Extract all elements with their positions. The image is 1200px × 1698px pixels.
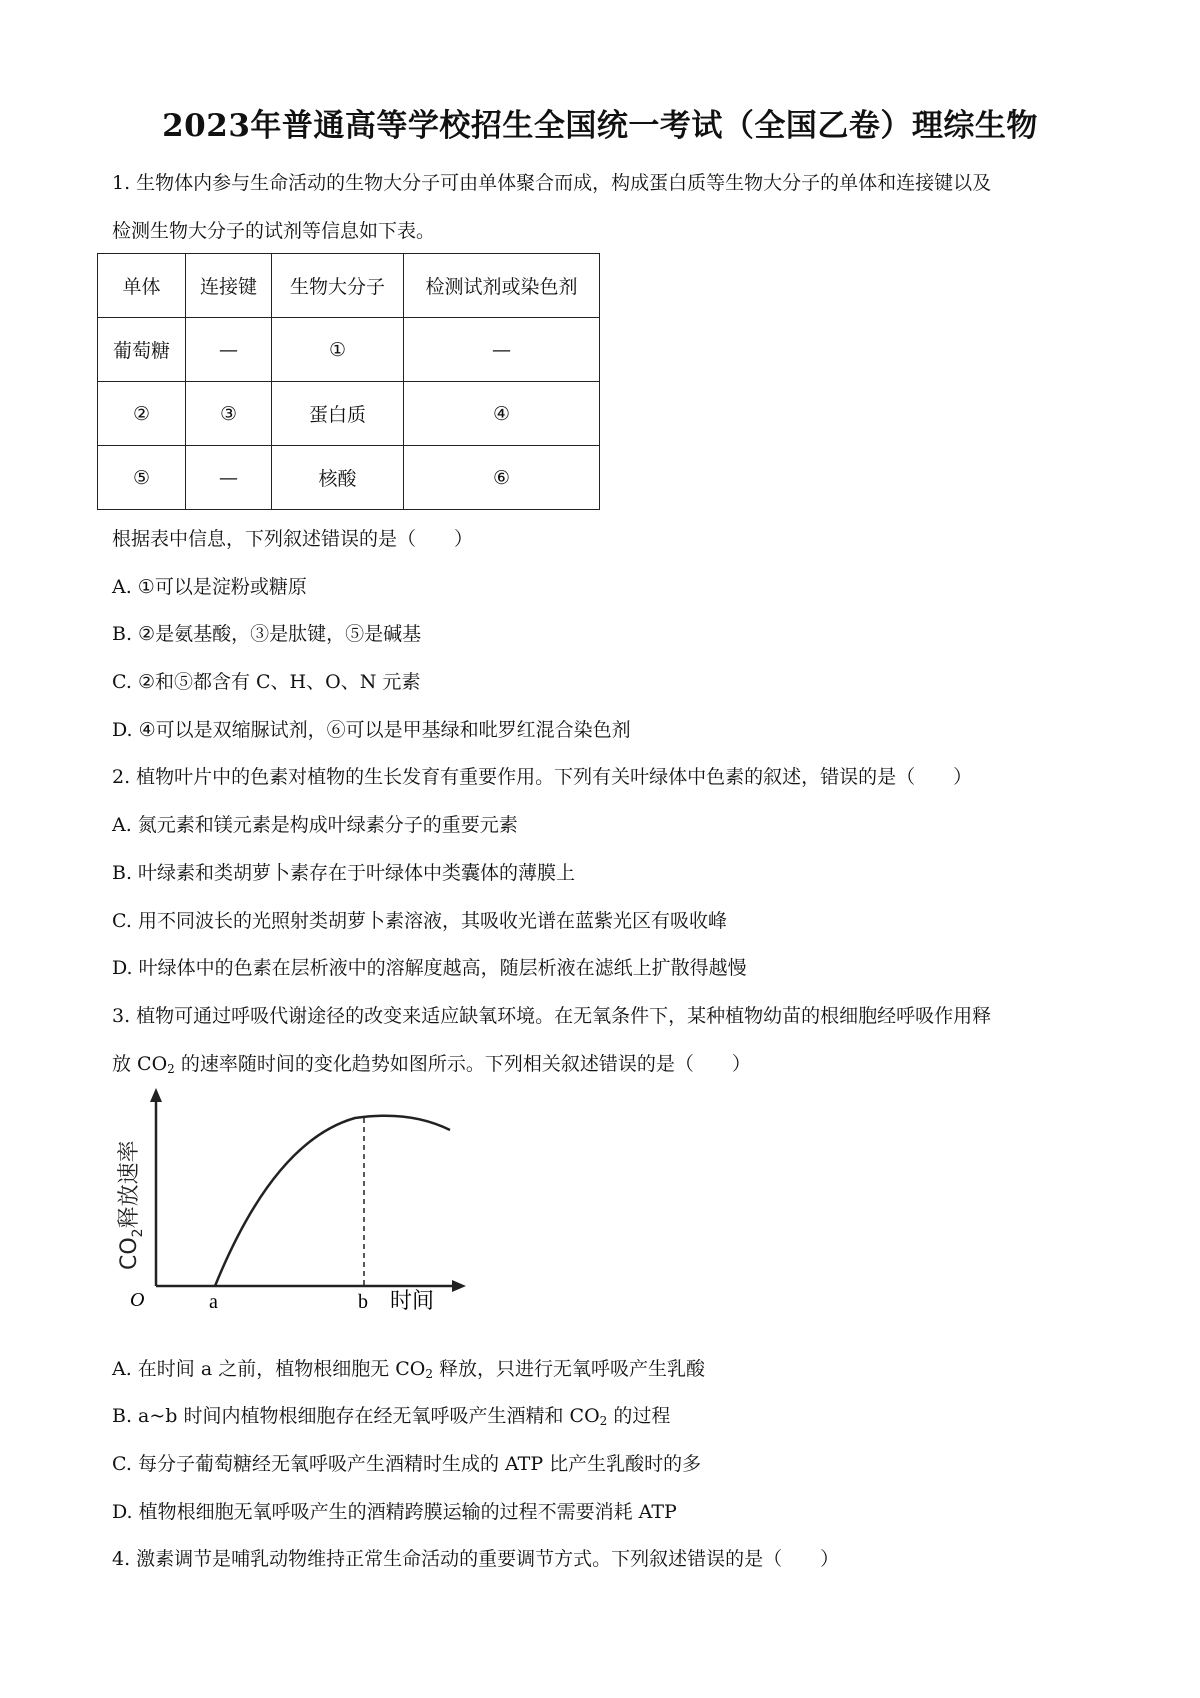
table-cell: 葡萄糖 (98, 318, 186, 382)
table-row (98, 446, 600, 510)
q3-option-d: D. 植物根细胞无氧呼吸产生的酒精跨膜运输的过程不需要消耗 ATP (112, 1501, 677, 1523)
q3-option-b: B. a~b 时间内植物根细胞存在经无氧呼吸产生酒精和 $CO_2$ 的过程 (112, 1405, 671, 1428)
q2-stem: 2. 植物叶片中的色素对植物的生长发育有重要作用。下列有关叶绿体中色素的叙述，错误的是（ ） (112, 766, 973, 788)
q3-option-a: A. 在时间 a 之前，植物根细胞无 $CO_2$ 释放，只进行无氧呼吸产生乳酸 (112, 1358, 706, 1381)
q3-stem-line2: 放 $CO_2$ 的速率随时间的变化趋势如图所示。下列相关叙述错误的是（ ） (112, 1053, 751, 1076)
q1-option-b: B. ②是氨基酸，③是肽键，⑤是碱基 (112, 623, 422, 645)
x-axis-arrow-icon (452, 1280, 466, 1292)
svg-text:CO2释放速率: $CO_2$释放速率 (117, 1140, 146, 1270)
table-cell: ④ (404, 382, 600, 446)
q2-option-c: C. 用不同波长的光照射类胡萝卜素溶液，其吸收光谱在蓝紫光区有吸收峰 (112, 910, 727, 932)
q4-stem: 4. 激素调节是哺乳动物维持正常生命活动的重要调节方式。下列叙述错误的是（ ） (112, 1548, 840, 1570)
table-header-cell: 单体 (98, 254, 186, 318)
q2-option-b: B. 叶绿素和类胡萝卜素存在于叶绿体中类囊体的薄膜上 (112, 862, 576, 884)
y-axis-arrow-icon (150, 1088, 162, 1102)
q1-stem-line1: 1. 生物体内参与生命活动的生物大分子可由单体聚合而成，构成蛋白质等生物大分子的单体和连接键以及 (112, 172, 992, 194)
table-cell: ⑤ (98, 446, 186, 510)
table-cell: ⑥ (404, 446, 600, 510)
co2-release-graph (110, 1080, 470, 1310)
table-cell: 蛋白质 (272, 382, 404, 446)
table-cell: — (186, 446, 272, 510)
table-header-cell: 检测试剂或染色剂 (404, 254, 600, 318)
exam-title: 2023年普通高等学校招生全国统一考试（全国乙卷）理综生物 (162, 108, 1038, 144)
table-header-row (98, 254, 600, 318)
q1-option-a: A. ①可以是淀粉或糖原 (112, 576, 307, 598)
table-cell: — (186, 318, 272, 382)
table-header-cell: 生物大分子 (272, 254, 404, 318)
table-row (98, 382, 600, 446)
table-header-cell: 连接键 (186, 254, 272, 318)
q1-stem-line2: 检测生物大分子的试剂等信息如下表。 (112, 220, 436, 242)
table-cell: — (404, 318, 600, 382)
table-cell: ③ (186, 382, 272, 446)
q2-option-d: D. 叶绿体中的色素在层析液中的溶解度越高，随层析液在滤纸上扩散得越慢 (112, 957, 747, 979)
q1-option-c: C. ②和⑤都含有 C、H、O、N 元素 (112, 671, 421, 693)
q1-option-d: D. ④可以是双缩脲试剂，⑥可以是甲基绿和吡罗红混合染色剂 (112, 719, 631, 741)
table-cell: ② (98, 382, 186, 446)
y-axis-label (117, 1140, 146, 1270)
time-b-label: b (358, 1291, 368, 1310)
q2-option-a: A. 氮元素和镁元素是构成叶绿素分子的重要元素 (112, 814, 518, 836)
q3-stem-line1: 3. 植物可通过呼吸代谢途径的改变来适应缺氧环境。在无氧条件下，某种植物幼苗的根细胞经呼吸作用释 (112, 1005, 992, 1027)
rate-curve (215, 1116, 450, 1286)
time-a-label: a (209, 1291, 218, 1310)
origin-label: O (130, 1289, 145, 1310)
table-cell: ① (272, 318, 404, 382)
x-axis-label: 时间 (390, 1289, 435, 1310)
q1-table (97, 253, 600, 510)
table-row (98, 318, 600, 382)
q3-option-c: C. 每分子葡萄糖经无氧呼吸产生酒精时生成的 ATP 比产生乳酸时的多 (112, 1453, 702, 1475)
q1-question: 根据表中信息，下列叙述错误的是（ ） (112, 528, 474, 550)
table-cell: 核酸 (272, 446, 404, 510)
